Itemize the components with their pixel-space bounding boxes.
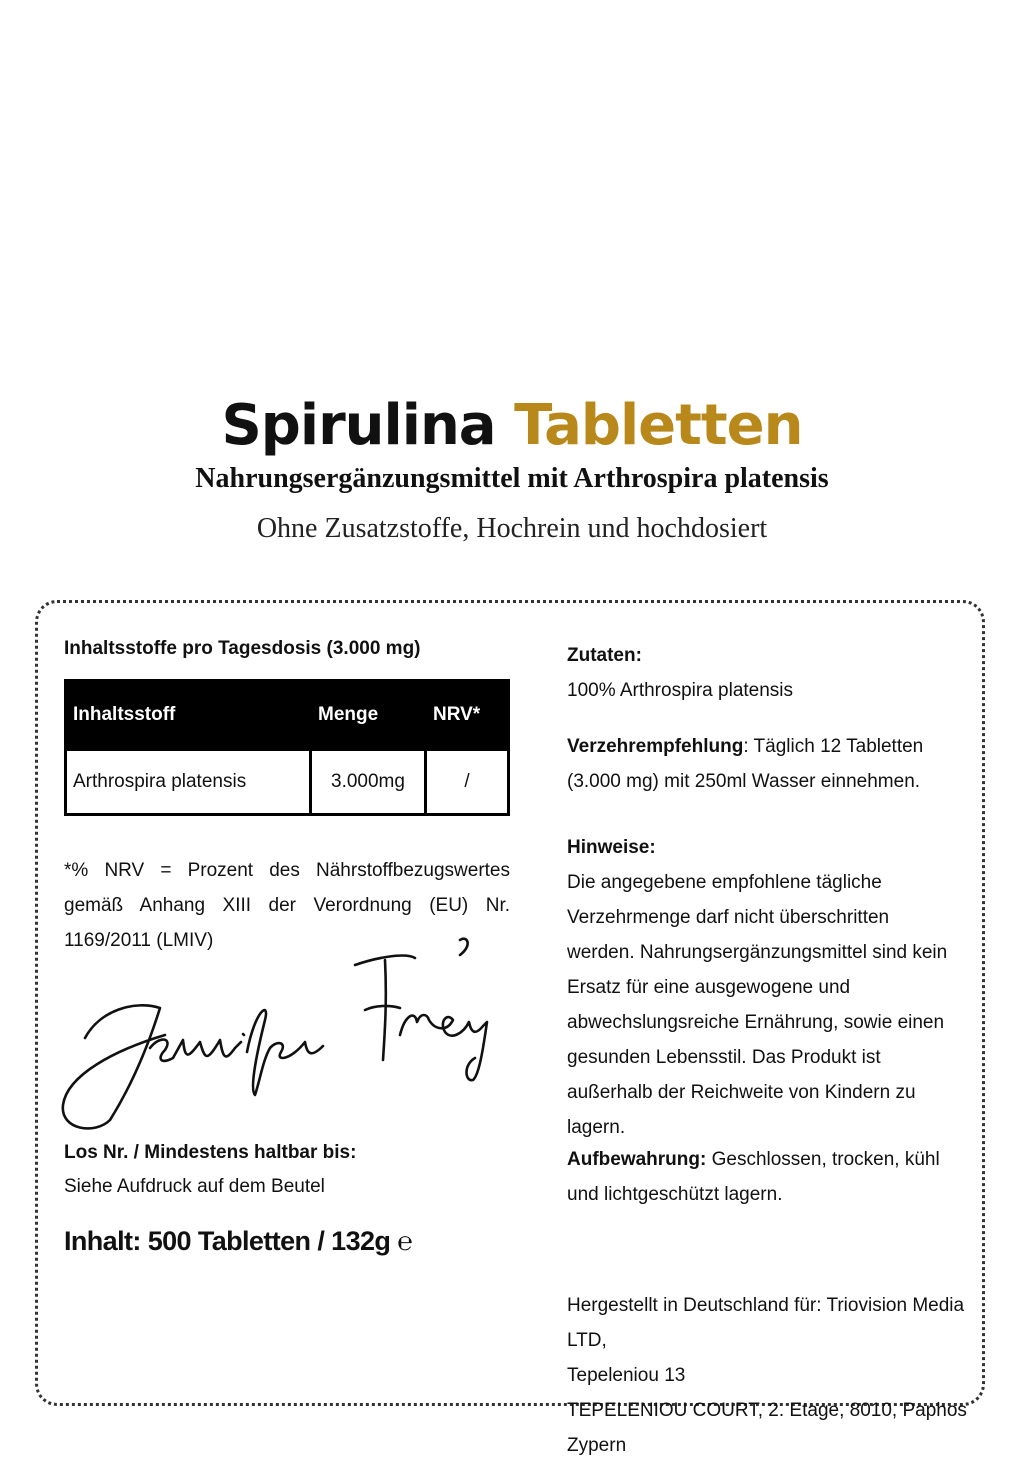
table-cell: Arthrospira platensis xyxy=(66,750,311,815)
table-cell: 3.000mg xyxy=(311,750,426,815)
table-header-cell: Inhaltsstoff xyxy=(66,681,311,750)
nutrition-table xyxy=(64,679,510,816)
dosage-value: : Täglich 12 Tabletten (3.000 mg) mit 250ml Wasser einnehmen. xyxy=(567,736,924,792)
ingredients-value: 100% Arthrospira platensis xyxy=(567,680,794,701)
table-cell: / xyxy=(426,750,509,815)
title-part-2: Tabletten xyxy=(514,393,803,458)
title-part-1: Spirulina xyxy=(221,393,496,458)
lot-value: Siehe Aufdruck auf dem Beutel xyxy=(64,1176,325,1197)
storage-value: Geschlossen, trocken, kühl und lichtgeschützt lagern. xyxy=(567,1149,940,1205)
lot-label: Los Nr. / Mindestens haltbar bis: xyxy=(64,1142,357,1163)
content-amount xyxy=(64,1226,412,1257)
manufacturer-line: TEPELENIOU COURT, 2. Etage, 8010, Paphos Zypern xyxy=(567,1400,967,1456)
product-subtitle: Nahrungsergänzungsmittel mit Arthrospira platensis xyxy=(195,463,829,494)
table-header-cell: Menge xyxy=(311,681,426,750)
ingredients-heading: Inhaltsstoffe pro Tagesdosis (3.000 mg) xyxy=(64,638,421,659)
product-title xyxy=(0,388,1024,464)
ingredients-block xyxy=(567,638,959,708)
notes-label: Hinweise: xyxy=(567,837,656,858)
storage-label: Aufbewahrung: xyxy=(567,1149,707,1170)
dosage-block xyxy=(567,729,959,799)
estimated-sign: ℮ xyxy=(397,1227,413,1257)
manufacturer-line: Tepeleniou 13 xyxy=(567,1365,686,1386)
table-row xyxy=(66,750,509,815)
manufacturer-line: Hergestellt in Deutschland für: Triovision Media LTD, xyxy=(567,1295,965,1351)
signature-image xyxy=(55,930,495,1135)
notes-block xyxy=(567,830,959,1145)
storage-block xyxy=(567,1142,959,1212)
ingredients-label: Zutaten: xyxy=(567,645,642,666)
manufacturer-block xyxy=(567,1288,967,1463)
nrv-footnote: *% NRV = Prozent des Nährstoffbezugswertes gemäß Anhang XIII der Verordnung (EU) Nr. 1169/2011 (LMIV) xyxy=(64,860,510,951)
table-header-row xyxy=(66,681,509,750)
dosage-label: Verzehrempfehlung xyxy=(567,736,744,757)
content-text: Inhalt: 500 Tabletten / 132g xyxy=(64,1226,391,1256)
product-tagline: Ohne Zusatzstoffe, Hochrein und hochdosiert xyxy=(256,513,768,544)
notes-value: Die angegebene empfohlene tägliche Verzehrmenge darf nicht überschritten werden. Nahrungsergänzungsmittel sind kein Ersatz für eine ausgewogene und abwechslungsreiche Ernährung, sowie einen gesunden Lebensstil. Das Produkt ist außerhalb der Reichweite von Kindern zu lagern. xyxy=(567,872,948,1138)
table-header-cell: NRV* xyxy=(426,681,509,750)
